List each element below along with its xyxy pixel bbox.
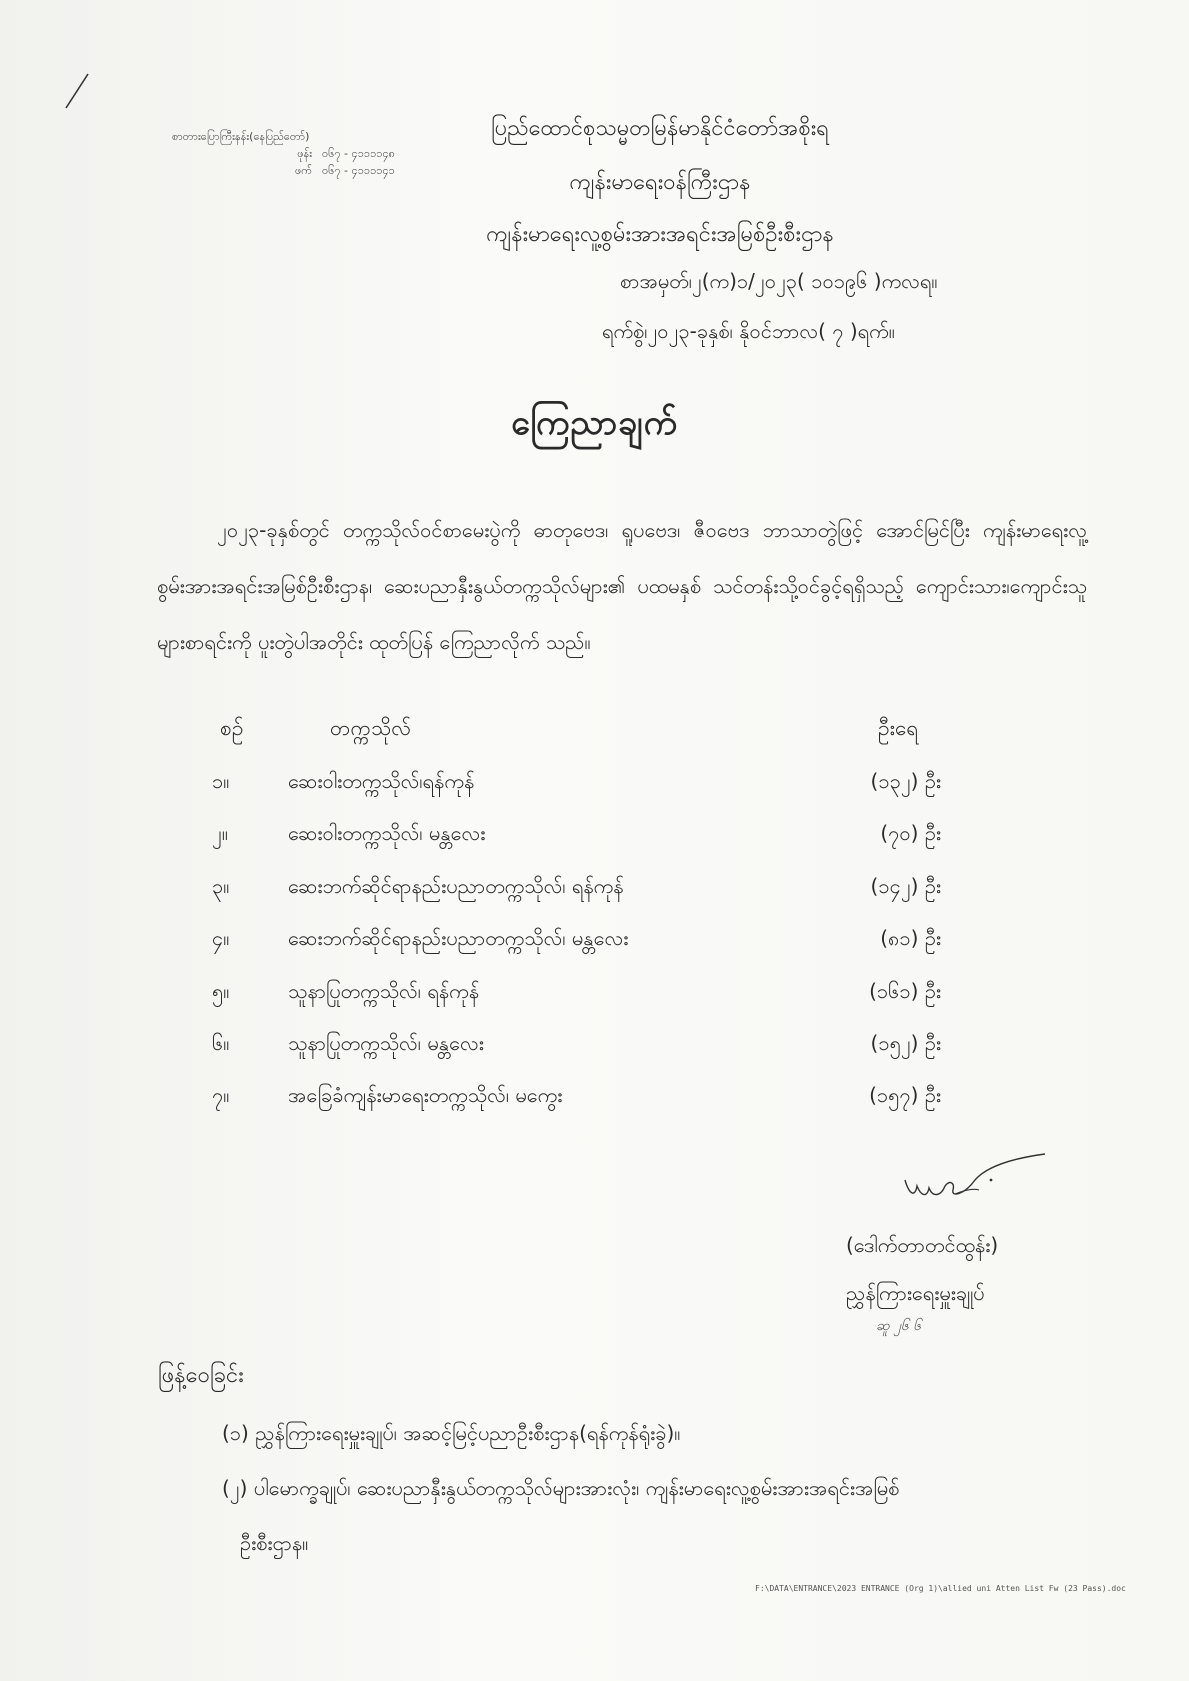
table-row (0, 1030, 1189, 1070)
row-count: (၁၅၂) ဦး (870, 1031, 941, 1055)
row-university: အခြေခံကျန်းမာရေးတက္ကသိုလ်၊ မကွေး (288, 1083, 563, 1107)
header-ministry: ကျန်းမာရေးဝန်ကြီးဌာန (569, 170, 751, 195)
reference-date: ရက်စွဲ၊၂၀၂၃-ခုနှစ်၊ နိုဝင်ဘာလ( ၇ )ရက်။ (602, 319, 895, 343)
contact-fax-label: ဖက် (294, 164, 312, 177)
row-university: ဆေးဝါးတက္ကသိုလ်၊ရန်ကုန် (288, 769, 475, 793)
distribution-item: (၂) ပါမောက္ခချုပ်၊ ဆေးပညာနှီးနွယ်တက္ကသိုလ်များအားလုံး၊ ကျန်းမာရေးလူ့စွမ်းအားအရင်းအမြစ် (222, 1476, 900, 1500)
handwritten-initials: ဆူ ၂၆ ၆ (876, 1318, 922, 1334)
announcement-body: ၂၀၂၃-ခုနှစ်တွင် တက္ကသိုလ်ဝင်စာမေးပွဲကို ဓာတုဗေဒ၊ ရူပဗေဒ၊ ဇီဝဗေဒ ဘာသာတွဲဖြင့် အောင်မြင်ပြီး ကျန်းမာရေးလူ့စွမ်းအားအရင်းအမြစ်ဦးစီးဌာန၊ ဆေးပညာနှီးနွယ်တက္ကသိုလ်များ၏ ပထမနှစ် သင်တန်းသို့ဝင်ခွင့်ရရှိသည့် ကျောင်းသား၊ကျောင်းသူများစာရင်းကို ပူးတွဲပါအတိုင်း ထုတ်ပြန် ကြေညာလိုက် သည်။ (157, 518, 1087, 654)
signature (895, 1150, 1055, 1210)
header-department: ကျန်းမာရေးလူ့စွမ်းအားအရင်းအမြစ်ဦးစီးဌာန (486, 222, 834, 247)
contact-fax-value: ၀၆၇ - ၄၁၁၁၁၄၁ (322, 164, 395, 177)
row-university: ဆေးဝါးတက္ကသိုလ်၊ မန္တလေး (288, 821, 486, 845)
table-row (0, 768, 1189, 808)
header-government: ပြည်ထောင်စုသမ္မတမြန်မာနိုင်ငံတော်အစိုးရ (491, 116, 829, 141)
table-row (0, 978, 1189, 1018)
row-count: (၁၅၇) ဦး (869, 1083, 941, 1107)
row-number: ၃။ (212, 874, 230, 898)
row-count: (၁၆၁) ဦး (869, 979, 941, 1003)
row-university: သူနာပြုတက္ကသိုလ်၊ မန္တလေး (288, 1031, 484, 1055)
row-number: ၁။ (212, 769, 230, 793)
signer-title: ညွှန်ကြားရေးမှူးချုပ် (846, 1281, 985, 1305)
contact-address: စာတားပြောကြီးနန်း(နေပြည်တော်) (172, 130, 310, 143)
table-row (0, 925, 1189, 965)
distribution-heading: ဖြန့်ဝေခြင်း (158, 1363, 244, 1388)
pen-mark (62, 72, 92, 112)
row-number: ၇။ (212, 1083, 230, 1107)
row-count: (၁၄၂) ဦး (870, 874, 941, 898)
row-number: ၆။ (212, 1031, 230, 1055)
row-university: ဆေးဘက်ဆိုင်ရာနည်းပညာတက္ကသိုလ်၊ ရန်ကုန် (288, 874, 624, 898)
row-count: (၈၁) ဦး (880, 926, 941, 950)
table-row (0, 873, 1189, 913)
row-count: (၇၀) ဦး (880, 821, 941, 845)
signer-name: (ဒေါက်တာတင်ထွန်း) (846, 1233, 999, 1257)
row-university: သူနာပြုတက္ကသိုလ်၊ ရန်ကုန် (288, 979, 480, 1003)
row-number: ၂။ (212, 821, 228, 845)
reference-number: စာအမှတ်၊၂(က)၁/၂၀၂၃( ၁၀၁၉၆ )ကလရ။ (620, 269, 938, 293)
file-path-footer: F:\DATA\ENTRANCE\2023 ENTRANCE (Org 1)\allied uni Atten List Fw (23 Pass).doc (755, 1584, 1126, 1593)
row-university: ဆေးဘက်ဆိုင်ရာနည်းပညာတက္ကသိုလ်၊ မန္တလေး (288, 926, 629, 950)
contact-phone-value: ၀၆၇ - ၄၁၁၁၁၄၈ (322, 147, 395, 160)
distribution-item: (၁) ညွှန်ကြားရေးမှူးချုပ်၊ အဆင့်မြင့်ပညာဦးစီးဌာန(ရန်ကုန်ရုံးခွဲ)။ (222, 1421, 681, 1445)
contact-phone-label: ဖုန်း (297, 147, 312, 160)
column-header-no: စဉ် (220, 716, 244, 740)
table-row (0, 1082, 1189, 1122)
row-number: ၅။ (212, 979, 230, 1003)
page-title: ကြေညာချက် (511, 403, 678, 443)
column-header-count: ဦးရေ (878, 716, 919, 740)
row-count: (၁၃၂) ဦး (870, 769, 941, 793)
column-header-university: တက္ကသိုလ် (330, 716, 411, 740)
table-row (0, 820, 1189, 860)
row-number: ၄။ (212, 926, 230, 950)
distribution-item-continued: ဦးစီးဌာန။ (240, 1531, 309, 1555)
